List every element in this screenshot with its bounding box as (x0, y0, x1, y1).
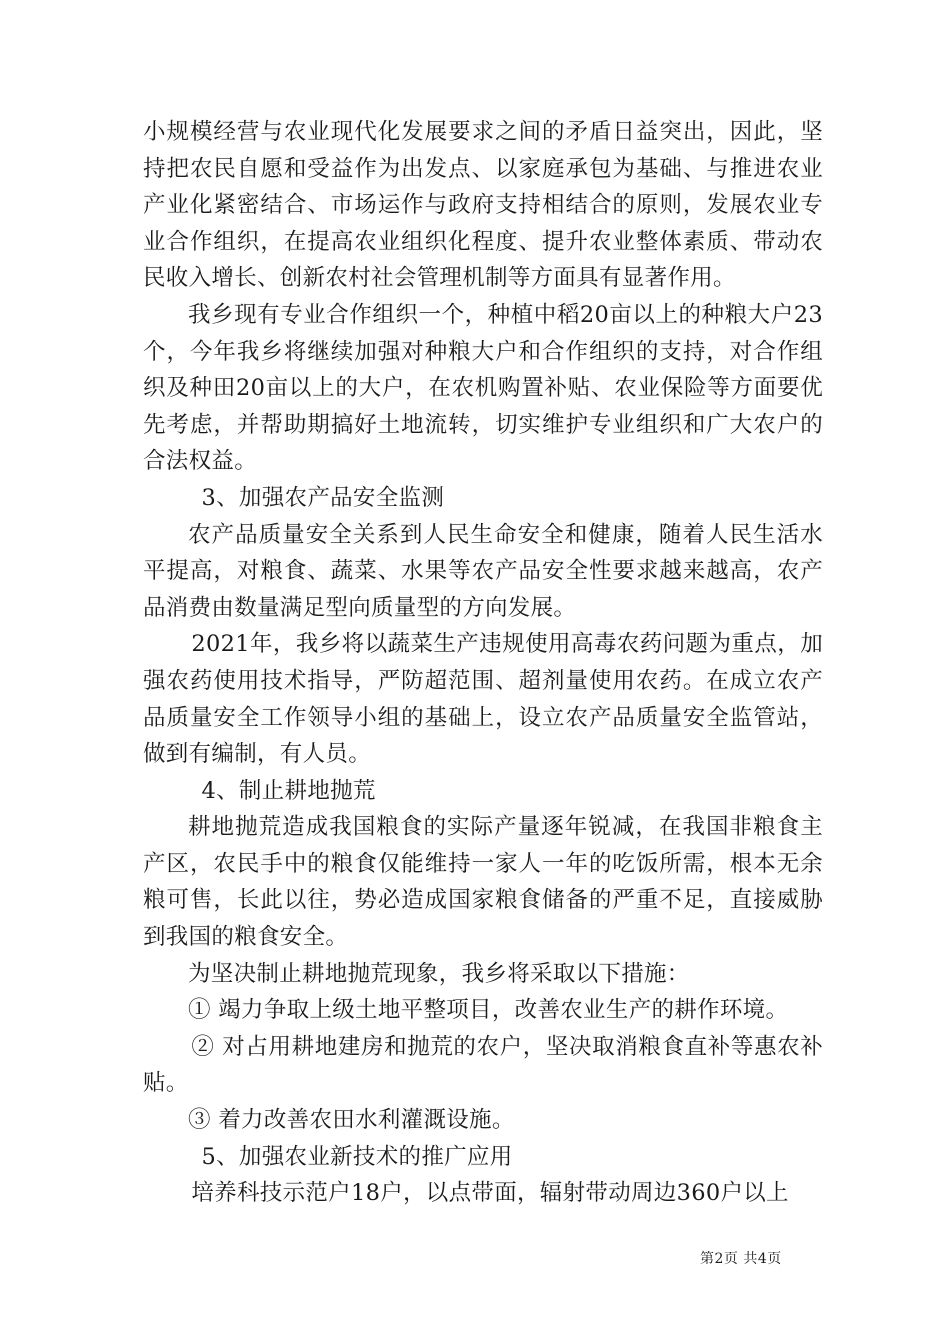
paragraph-cooperative-intro: 小规模经营与农业现代化发展要求之间的矛盾日益突出，因此，坚持把农民自愿和受益作为出发点、以家庭承包为基础、与推进农业产业化紧密结合、市场运作与政府支持相结合的原则，发展农业专业合作组织，在提高农业组织化程度、提升农业整体素质、带动农民收入增长、创新农村社会管理机制等方面具有显著作用。 (143, 119, 823, 292)
paragraph-safety-intro: 农产品质量安全关系到人民生命安全和健康，随着人民生活水平提高，对粮食、蔬菜、水果等农产品安全性要求越来越高，农产品消费由数量满足型向质量型的方向发展。 (143, 521, 823, 621)
section-heading-5: 5、加强农业新技术的推广应用 (201, 1143, 513, 1170)
list-item-measure-2: ② 对占用耕地建房和抛荒的农户，坚决取消粮食直补等惠农补贴。 (143, 1033, 823, 1097)
list-item-measure-1: ① 竭力争取上级土地平整项目，改善农业生产的耕作环境。 (188, 997, 789, 1024)
list-item-measure-3: ③ 着力改善农田水利灌溉设施。 (188, 1107, 515, 1134)
paragraph-cooperative-support: 我乡现有专业合作组织一个，种植中稻20亩以上的种粮大户23个，今年我乡将继续加强对种粮大户和合作组织的支持，对合作组织及种田20亩以上的大户，在农机购置补贴、农业保险等方面要优先考虑，并帮助期搞好土地流转，切实维护专业组织和广大农户的合法权益。 (143, 301, 823, 475)
page-number-footer: 第2页 共4页 (700, 1251, 782, 1267)
paragraph-abandonment-intro: 耕地抛荒造成我国粮食的实际产量逐年锐减，在我国非粮食主产区，农民手中的粮食仅能维持一家人一年的吃饭所需，根本无余粮可售，长此以往，势必造成国家粮食储备的严重不足，直接威胁到我国的粮食安全。 (143, 814, 823, 951)
paragraph-measures-intro: 为坚决制止耕地抛荒现象，我乡将采取以下措施： (188, 960, 690, 987)
document-body (143, 114, 823, 1212)
section-heading-4: 4、制止耕地抛荒 (201, 777, 376, 804)
section-heading-3: 3、加强农产品安全监测 (201, 484, 445, 511)
paragraph-safety-plan: 2021年，我乡将以蔬菜生产违规使用高毒农药问题为重点，加强农药使用技术指导，严防超范围、超剂量使用农药。在成立农产品质量安全工作领导小组的基础上，设立农产品质量安全监管站，做到有编制，有人员。 (143, 631, 823, 768)
paragraph-tech-promotion: 培养科技示范户18户，以点带面，辐射带动周边360户以上 (191, 1180, 789, 1207)
